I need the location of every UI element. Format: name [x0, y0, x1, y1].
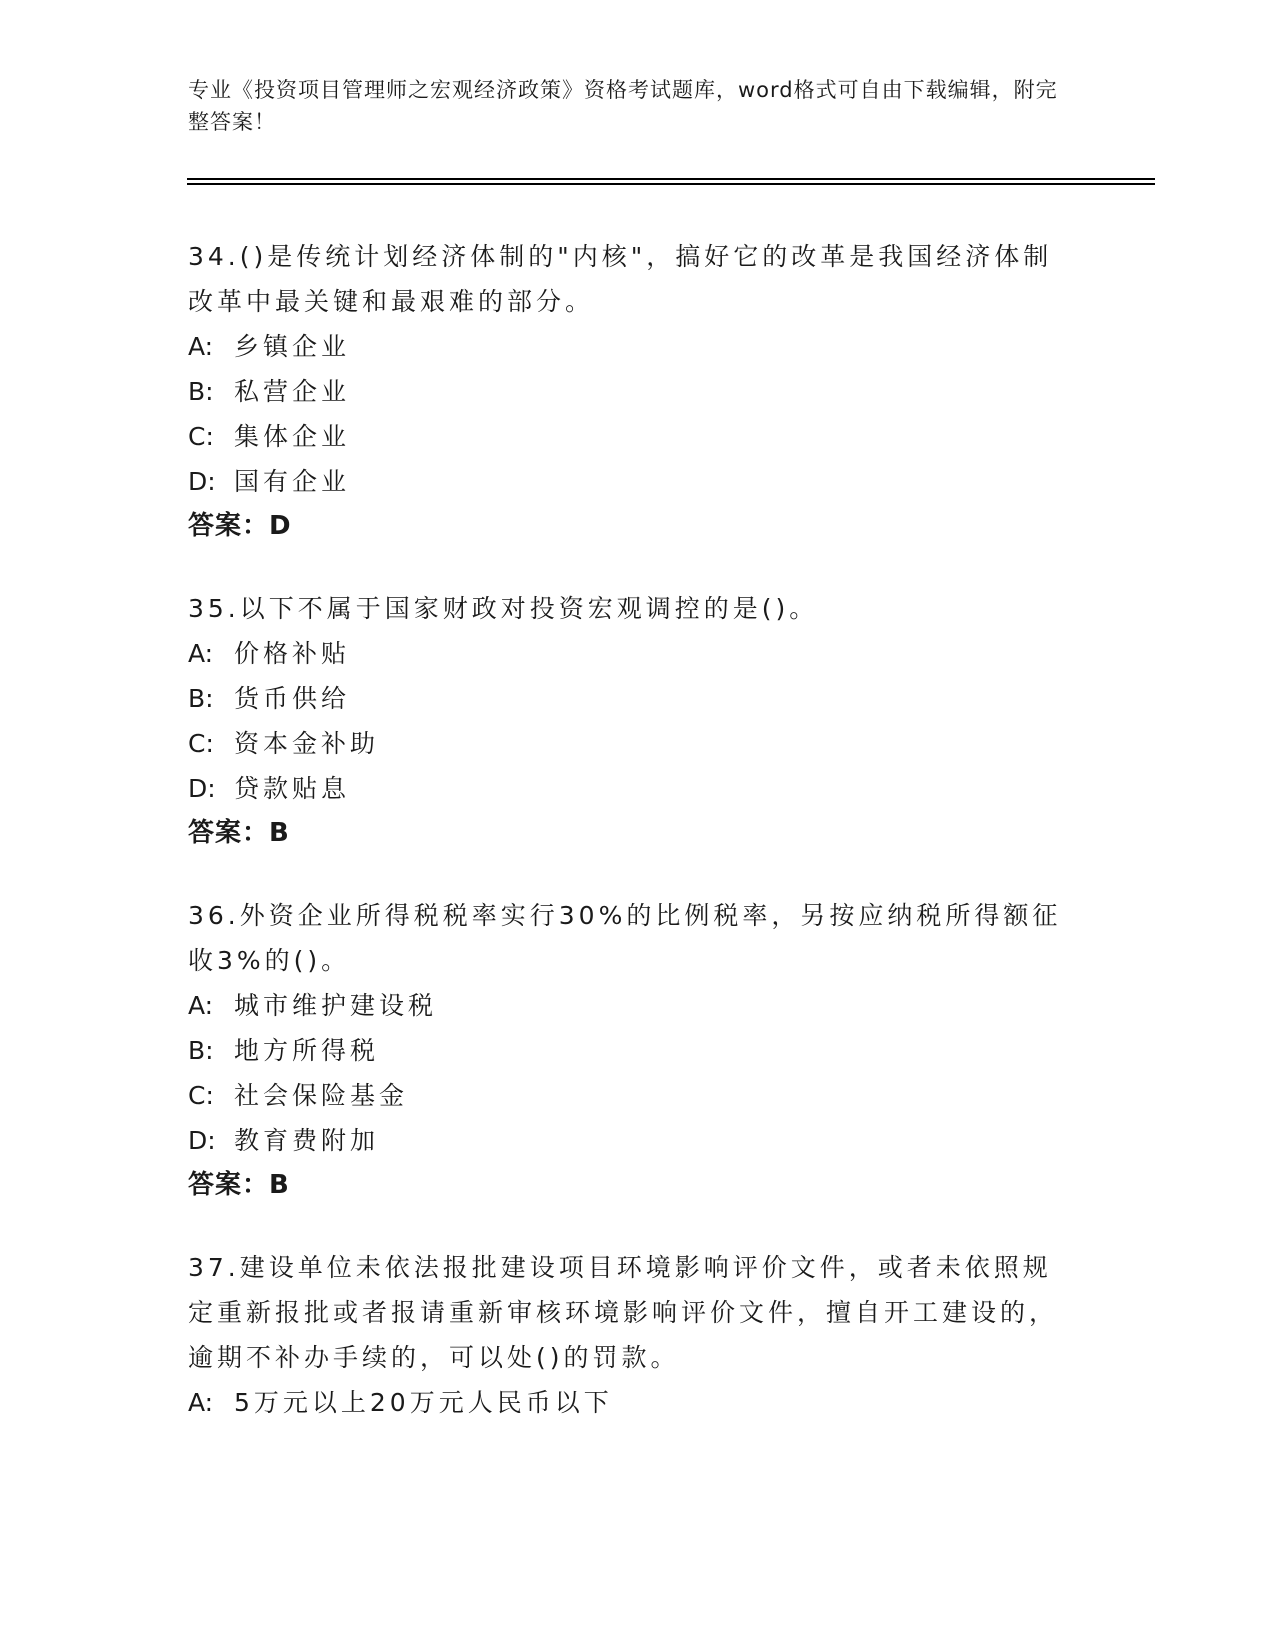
- option-b: [188, 676, 1078, 721]
- option-d: [188, 1118, 1078, 1163]
- option-text: 教育费附加: [234, 1126, 380, 1155]
- option-text: 价格补贴: [234, 639, 351, 668]
- question-stem: 36.外资企业所得税税率实行30%的比例税率，另按应纳税所得额征收3%的()。: [188, 901, 1062, 975]
- option-d: [188, 766, 1078, 811]
- option-b: [188, 1028, 1078, 1073]
- answer-line: 答案：B: [188, 1170, 290, 1200]
- option-b: [188, 369, 1078, 414]
- answer-line: 答案：B: [188, 818, 290, 848]
- header-divider-bottom: [187, 183, 1155, 185]
- question-36: [188, 893, 1078, 1208]
- option-c: [188, 1073, 1078, 1118]
- option-a: [188, 1380, 1078, 1425]
- option-text: 贷款贴息: [234, 774, 351, 803]
- option-letter: B:: [188, 684, 214, 713]
- option-letter: D:: [188, 467, 216, 496]
- option-letter: C:: [188, 729, 214, 758]
- option-text: 货币供给: [234, 684, 351, 713]
- option-letter: D:: [188, 1126, 216, 1155]
- option-d: [188, 459, 1078, 504]
- option-text: 资本金补助: [234, 729, 380, 758]
- header-divider-top: [187, 178, 1155, 180]
- document-header: 专业《投资项目管理师之宏观经济政策》资格考试题库，word格式可自由下载编辑，附完整答案！: [188, 78, 1058, 134]
- option-a: [188, 983, 1078, 1028]
- option-text: 5万元以上20万元人民币以下: [234, 1388, 613, 1417]
- option-letter: A:: [188, 332, 214, 361]
- option-text: 国有企业: [234, 467, 351, 496]
- option-letter: A:: [188, 991, 214, 1020]
- question-list: [188, 234, 1078, 1462]
- question-stem: 35.以下不属于国家财政对投资宏观调控的是()。: [188, 594, 819, 623]
- answer-line: 答案：D: [188, 511, 292, 541]
- option-text: 乡镇企业: [234, 332, 351, 361]
- question-37: [188, 1245, 1078, 1425]
- option-c: [188, 721, 1078, 766]
- option-text: 社会保险基金: [234, 1081, 409, 1110]
- option-text: 城市维护建设税: [234, 991, 438, 1020]
- question-stem: 37.建设单位未依法报批建设项目环境影响评价文件，或者未依照规定重新报批或者报请重新审核环境影响评价文件，擅自开工建设的，逾期不补办手续的，可以处()的罚款。: [188, 1253, 1059, 1372]
- question-34: [188, 234, 1078, 549]
- option-letter: A:: [188, 639, 214, 668]
- option-a: [188, 631, 1078, 676]
- option-letter: C:: [188, 1081, 214, 1110]
- option-a: [188, 324, 1078, 369]
- option-letter: C:: [188, 422, 214, 451]
- option-letter: D:: [188, 774, 216, 803]
- option-letter: A:: [188, 1388, 214, 1417]
- option-text: 地方所得税: [234, 1036, 380, 1065]
- option-c: [188, 414, 1078, 459]
- option-letter: B:: [188, 377, 214, 406]
- option-text: 私营企业: [234, 377, 351, 406]
- option-text: 集体企业: [234, 422, 351, 451]
- option-letter: B:: [188, 1036, 214, 1065]
- question-stem: 34.()是传统计划经济体制的"内核"，搞好它的改革是我国经济体制改革中最关键和最艰难的部分。: [188, 242, 1053, 316]
- question-35: [188, 586, 1078, 856]
